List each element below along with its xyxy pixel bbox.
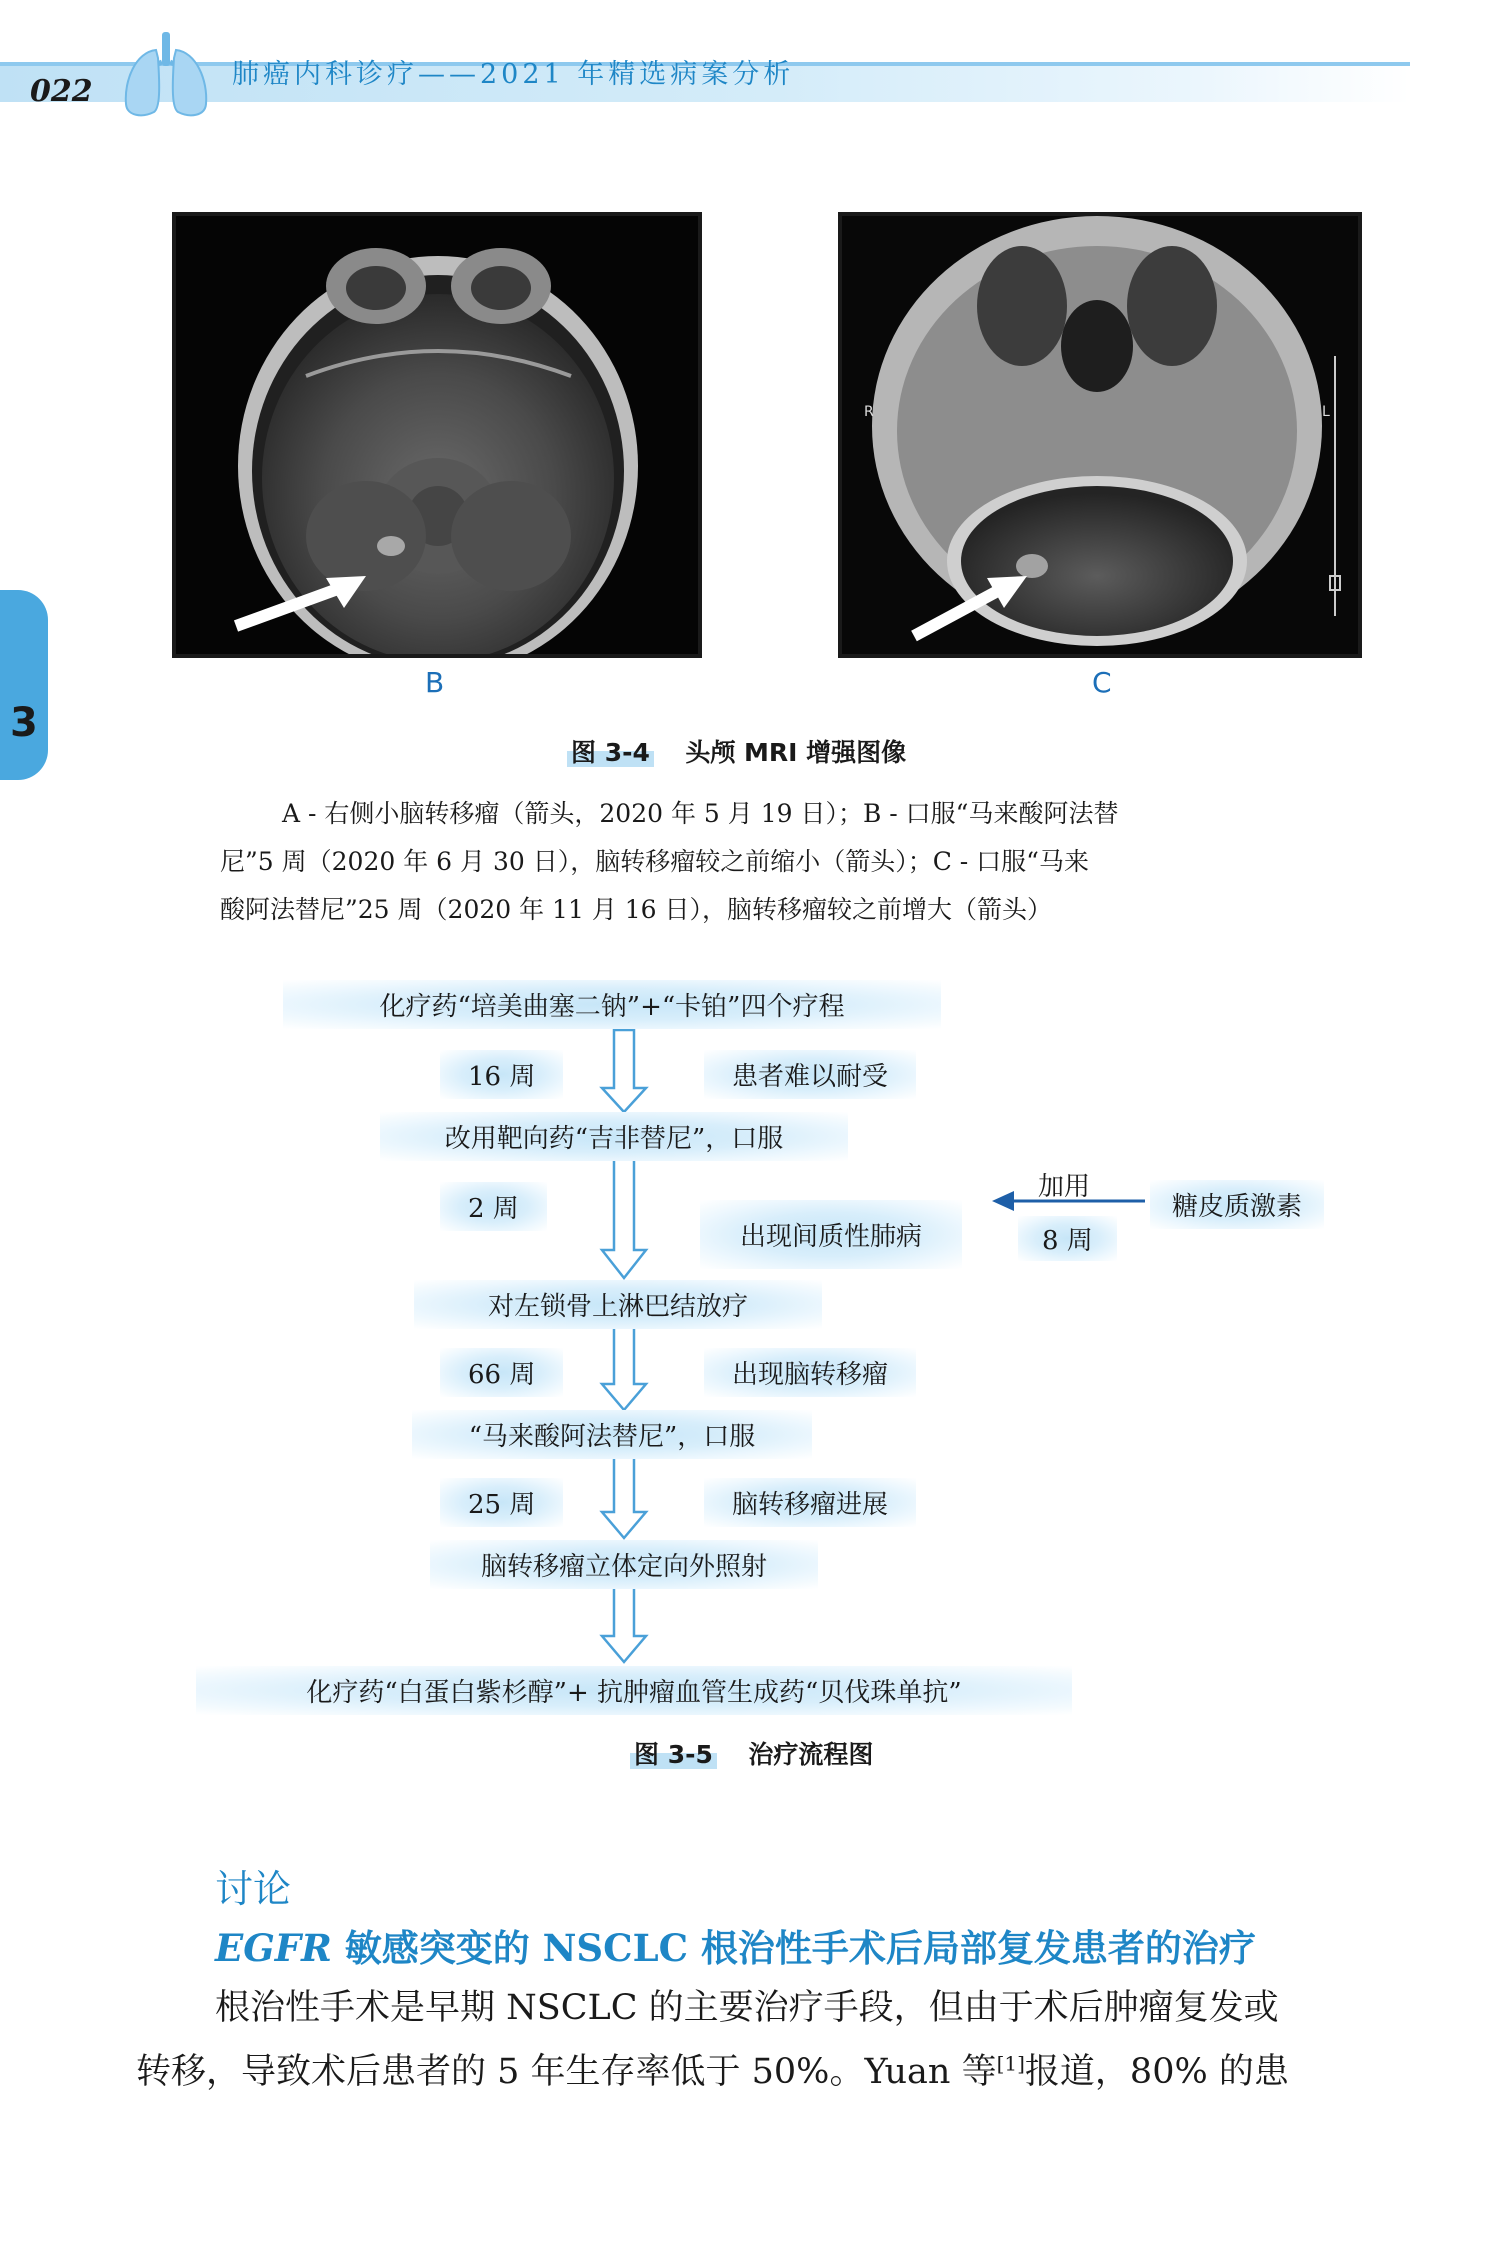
flow-event-ild: 出现间质性肺病 <box>700 1200 962 1269</box>
citation-ref: [1] <box>996 2051 1025 2076</box>
flow-side-action: 加用 <box>1038 1172 1091 1202</box>
flow-weeks-25: 25 周 <box>440 1478 563 1527</box>
flow-side-drug: 糖皮质激素 <box>1150 1180 1324 1229</box>
figure-3-5-number: 图 3-5 <box>630 1740 717 1769</box>
flow-event-brain-mets: 出现脑转移瘤 <box>704 1348 916 1397</box>
side-arrow-head <box>992 1191 1014 1211</box>
flow-step-chemo: 化疗药“培美曲塞二钠”+“卡铂”四个疗程 <box>283 980 941 1029</box>
flow-step-final-chemo: 化疗药“白蛋白紫杉醇”+ 抗肿瘤血管生成药“贝伐珠单抗” <box>196 1666 1072 1715</box>
figure-3-5-title: 治疗流程图 <box>748 1740 874 1769</box>
down-arrow <box>602 1158 646 1278</box>
paragraph-line-2-end: 报道，80% 的患 <box>1024 2052 1289 2092</box>
chapter-number: 3 <box>10 700 38 746</box>
discussion-subheading <box>215 1918 1256 1972</box>
figure-3-5-caption <box>630 1735 873 1771</box>
flow-weeks-16: 16 周 <box>440 1050 563 1099</box>
description-line: 尼”5 周（2020 年 6 月 30 日），脑转移瘤较之前缩小（箭头）；C - 口服“马来 <box>220 847 1089 876</box>
down-arrow <box>602 1454 646 1538</box>
discussion-heading: 讨论 <box>215 1867 292 1911</box>
paragraph-line-2 <box>136 2044 1289 2094</box>
description-line: A - 右侧小脑转移瘤（箭头，2020 年 5 月 19 日）；B - 口服“马来酸阿法替 <box>282 799 1119 828</box>
flow-step-radiotherapy: 对左锁骨上淋巴结放疗 <box>414 1280 822 1329</box>
figure-3-4-title: 头颅 MRI 增强图像 <box>685 738 907 767</box>
flow-step-afatinib: “马来酸阿法替尼”，口服 <box>412 1410 812 1459</box>
orientation-r: R <box>864 404 874 420</box>
flow-weeks-66: 66 周 <box>440 1348 563 1397</box>
flow-reason-intolerance: 患者难以耐受 <box>704 1050 916 1099</box>
mri-label-c: C <box>1092 666 1112 699</box>
down-arrow <box>602 1582 646 1662</box>
down-arrow <box>602 1030 646 1112</box>
mri-label-b: B <box>425 666 445 699</box>
down-arrow <box>602 1326 646 1410</box>
flow-weeks-2: 2 周 <box>440 1182 547 1231</box>
flow-event-progression: 脑转移瘤进展 <box>704 1478 916 1527</box>
flow-step-stereotactic: 脑转移瘤立体定向外照射 <box>430 1540 818 1589</box>
subheading-text: 敏感突变的 NSCLC 根治性手术后局部复发患者的治疗 <box>331 1926 1256 1970</box>
flow-step-gefitinib: 改用靶向药“吉非替尼”，口服 <box>380 1112 848 1161</box>
paragraph-line-2-start: 转移，导致术后患者的 5 年生存率低于 50%。Yuan 等 <box>136 2052 997 2092</box>
figure-3-4-number: 图 3-4 <box>567 738 654 767</box>
subheading-gene: EGFR <box>215 1926 332 1970</box>
page-number: 022 <box>30 74 93 109</box>
book-title: 肺癌内科诊疗——2021 年精选病案分析 <box>232 59 795 90</box>
orientation-l: L <box>1322 404 1330 420</box>
description-line: 酸阿法替尼”25 周（2020 年 11 月 16 日），脑转移瘤较之前增大（箭头） <box>220 895 1053 924</box>
paragraph-line-1: 根治性手术是早期 NSCLC 的主要治疗手段，但由于术后肿瘤复发或 <box>215 1988 1279 2028</box>
flow-side-weeks: 8 周 <box>1018 1216 1117 1261</box>
